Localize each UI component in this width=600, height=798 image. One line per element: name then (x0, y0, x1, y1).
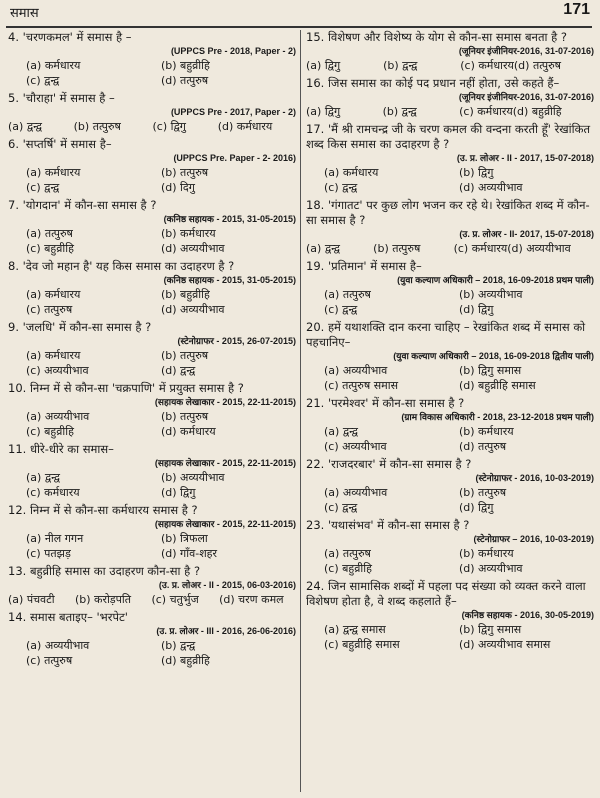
exam-source: (सहायक लेखाकार - 2015, 22-11-2015) (154, 458, 296, 468)
answer-options (306, 622, 594, 652)
question-text (306, 457, 594, 472)
exam-source: (जूनियर इंजीनियर-2016, 31-07-2016) (458, 92, 594, 102)
answer-option: (a) द्वन्द्व (8, 120, 42, 133)
question-number: 24. (306, 579, 328, 593)
answer-option: (a) द्वन्द्व (306, 242, 340, 255)
question-number: 11. (8, 442, 30, 456)
question-body: 'यथासंभव' में कौन-सा समास है ? (327, 518, 470, 532)
exam-source: (UPPCS Pre - 2017, Paper - 2) (170, 107, 296, 117)
question-number: 4. (8, 30, 23, 44)
answer-options (8, 531, 296, 561)
exam-source: (ग्राम विकास अधिकारी - 2018, 23-12-2018 प्रथम पाली) (401, 412, 594, 422)
question-number: 18. (306, 198, 328, 212)
answer-options (8, 348, 296, 378)
answer-option: (c) तत्पुरुष (26, 303, 73, 316)
exam-source: (उ. प्र. लोअर - III - 2016, 26-06-2016) (156, 626, 296, 636)
answer-option: (c) बहुव्रीहि (26, 242, 74, 255)
answer-option: (c) तत्पुरुष समास (324, 379, 399, 392)
answer-options (306, 485, 594, 515)
answer-option: (c) कर्मधारय(d) बहुव्रीहि (459, 105, 562, 118)
answer-option: (b) कर्मधारय (161, 227, 216, 240)
question-body: धीरे-धीरे का समास– (29, 442, 114, 456)
question-number: 12. (8, 503, 30, 517)
exam-source: (उ. प्र. लोअर - II - 2017, 15-07-2018) (456, 153, 594, 163)
answer-options (8, 287, 296, 317)
column-divider (300, 30, 301, 792)
section-title: समास (10, 6, 39, 21)
answer-option: (b) कर्मधारय (459, 547, 514, 560)
question-item (306, 198, 594, 256)
question-item (8, 503, 296, 561)
answer-option: (b) द्विगु समास (459, 364, 522, 377)
question-number: 17. (306, 122, 328, 136)
question-number: 15. (306, 30, 328, 44)
question-number: 14. (8, 610, 30, 624)
answer-option: (d) तत्पुरुष (459, 440, 507, 453)
answer-options (306, 58, 594, 73)
answer-options (306, 287, 594, 317)
left-column (8, 30, 296, 671)
question-text (8, 137, 296, 152)
answer-option: (b) तत्पुरुष (161, 349, 209, 362)
exam-source: (स्टेनोग्राफर – 2016, 10-03-2019) (473, 534, 594, 544)
exam-source: (युवा कल्याण अधिकारी – 2018, 16-09-2018 प्रथम पाली) (397, 275, 594, 285)
exam-source: (सहायक लेखाकार - 2015, 22-11-2015) (154, 519, 296, 529)
question-item (306, 518, 594, 576)
question-number: 21. (306, 396, 328, 410)
answer-option: (b) करोड़पति (74, 593, 132, 606)
question-item (8, 442, 296, 500)
question-body: 'चरणकमल' में समास है – (22, 30, 132, 44)
answer-options (306, 546, 594, 576)
answer-option: (c) द्वन्द्व (324, 303, 358, 316)
answer-option: (c) द्विगु (152, 120, 186, 133)
answer-option: (b) तत्पुरुष (459, 486, 507, 499)
answer-option: (d) दिगु (161, 181, 195, 194)
exam-source: (स्टेनोग्राफर - 2015, 26-07-2015) (177, 336, 296, 346)
answer-option: (a) कर्मधारय (26, 288, 81, 301)
question-body: विशेषण और विशेष्य के योग से कौन-सा समास बनता है ? (327, 30, 567, 44)
question-text (306, 76, 594, 91)
answer-option: (a) कर्मधारय (324, 166, 379, 179)
question-item (306, 30, 594, 73)
answer-options (306, 241, 594, 256)
answer-option: (d) द्विगु (459, 501, 494, 514)
answer-option: (a) तत्पुरुष (324, 288, 371, 301)
question-text (306, 30, 594, 45)
question-item (306, 579, 594, 652)
answer-option: (a) द्वन्द्व (26, 471, 60, 484)
question-text (8, 503, 296, 518)
question-number: 19. (306, 259, 328, 273)
question-number: 13. (8, 564, 30, 578)
question-body: निम्न में से कौन-सा कर्मधारय समास है ? (29, 503, 198, 517)
answer-option: (a) द्वन्द्व (324, 425, 358, 438)
question-item (306, 457, 594, 515)
answer-option: (a) कर्मधारय (26, 166, 81, 179)
answer-option: (d) द्वन्द्व (161, 364, 196, 377)
question-item (8, 259, 296, 317)
exam-source: (कनिष्ठ सहायक - 2015, 31-05-2015) (163, 214, 296, 224)
question-body: 'देव जो महान है' यह किस समास का उदाहरण है ? (22, 259, 235, 273)
answer-option: (d) बहुव्रीहि समास (459, 379, 536, 392)
exam-source: (कनिष्ठ सहायक - 2016, 30-05-2019) (461, 610, 594, 620)
question-text (306, 259, 594, 274)
answer-option: (c) अव्ययीभाव (26, 364, 89, 377)
answer-options (306, 363, 594, 393)
question-body: 'चौराहा' में समास है – (22, 91, 115, 105)
answer-option: (c) द्वन्द्व (324, 181, 358, 194)
answer-option: (a) तत्पुरुष (26, 227, 73, 240)
answer-options (306, 165, 594, 195)
answer-options (306, 424, 594, 454)
question-item (8, 564, 296, 607)
answer-option: (a) तत्पुरुष (324, 547, 371, 560)
page-number: 171 (563, 1, 590, 18)
question-item (306, 320, 594, 393)
question-number: 8. (8, 259, 23, 273)
question-body: निम्न में से कौन-सा 'चक्रपाणि' में प्रयुक्त समास है ? (29, 381, 244, 395)
answer-options (8, 409, 296, 439)
question-item (8, 137, 296, 195)
question-item (306, 396, 594, 454)
question-text (306, 320, 594, 350)
question-text (306, 396, 594, 411)
answer-option: (c) द्वन्द्व (324, 501, 358, 514)
answer-option: (d) बहुव्रीहि (161, 654, 210, 667)
question-text (8, 564, 296, 579)
answer-option: (b) बहुव्रीहि (161, 59, 210, 72)
question-body: 'गंगातट' पर कुछ लोग भजन कर रहे थे। रेखांकित शब्द में कौन-सा समास है ? (306, 198, 590, 227)
answer-option: (b) द्वन्द्व (161, 639, 196, 652)
question-text (306, 518, 594, 533)
answer-option: (a) कर्मधारय (26, 349, 81, 362)
question-number: 6. (8, 137, 23, 151)
answer-option: (d) कर्मधारय (161, 425, 216, 438)
answer-option: (c) द्वन्द्व (26, 74, 60, 87)
exam-source: (सहायक लेखाकार - 2015, 22-11-2015) (154, 397, 296, 407)
question-number: 20. (306, 320, 328, 334)
answer-option: (a) नील गगन (26, 532, 84, 545)
question-text (8, 442, 296, 457)
answer-option: (d) अव्ययीभाव (459, 181, 523, 194)
question-number: 23. (306, 518, 328, 532)
answer-option: (d) तत्पुरुष (161, 74, 209, 87)
answer-option: (b) कर्मधारय (459, 425, 514, 438)
question-text (8, 30, 296, 45)
answer-option: (b) द्विगु समास (459, 623, 522, 636)
answer-option: (b) त्रिफला (161, 532, 208, 545)
answer-option: (b) द्वन्द्व (382, 105, 417, 118)
question-item (8, 610, 296, 668)
question-text (306, 579, 594, 609)
question-number: 9. (8, 320, 23, 334)
answer-option: (c) तत्पुरुष (26, 654, 73, 667)
answer-option: (b) बहुव्रीहि (161, 288, 210, 301)
question-item (8, 381, 296, 439)
question-text (306, 198, 594, 228)
exam-source: (UPPCS Pre - 2018, Paper - 2) (170, 46, 296, 56)
answer-option: (a) पंचवटी (8, 593, 55, 606)
exam-source: (स्टेनोग्राफर - 2016, 10-03-2019) (475, 473, 594, 483)
answer-option: (b) तत्पुरुष (373, 242, 421, 255)
answer-option: (a) अव्ययीभाव (26, 639, 90, 652)
answer-option: (c) बहुव्रीहि (324, 562, 372, 575)
answer-option: (d) अव्ययीभाव समास (459, 638, 551, 651)
question-text (8, 259, 296, 274)
question-text (8, 320, 296, 335)
right-column (306, 30, 594, 655)
question-item (8, 198, 296, 256)
question-body: हमें यथाशक्ति दान करना चाहिए – रेखांकित शब्द में समास को पहचानिए– (306, 320, 586, 349)
question-body: 'राजदरबार' में कौन-सा समास है ? (327, 457, 472, 471)
question-number: 16. (306, 76, 328, 90)
answer-option: (c) द्वन्द्व (26, 181, 60, 194)
question-body: 'प्रतिमान' में समास है– (327, 259, 422, 273)
question-item (306, 76, 594, 119)
question-text (8, 381, 296, 396)
answer-option: (a) द्विगु (306, 59, 341, 72)
question-body: जिस समास का कोई पद प्रधान नहीं होता, उसे कहते हैं– (327, 76, 560, 90)
question-number: 7. (8, 198, 23, 212)
question-item (8, 91, 296, 134)
question-body: बहुव्रीहि समास का उदाहरण कौन-सा है ? (29, 564, 201, 578)
answer-option: (c) पतझड़ (26, 547, 71, 560)
answer-option: (d) चरण कमल (219, 593, 284, 606)
question-item (306, 122, 594, 195)
answer-option: (a) अव्ययीभाव (26, 410, 90, 423)
answer-options (8, 638, 296, 668)
answer-options (8, 165, 296, 195)
answer-options (8, 119, 296, 134)
question-body: 'जलधि' में कौन-सा समास है ? (22, 320, 152, 334)
answer-option: (d) अव्ययीभाव (459, 562, 523, 575)
question-body: 'परमेश्वर' में कौन-सा समास है ? (327, 396, 465, 410)
question-body: 'योगदान' में कौन-सा समास है ? (22, 198, 157, 212)
answer-option: (a) कर्मधारय (26, 59, 81, 72)
exam-source: (उ. प्र. लोअर - II- 2017, 15-07-2018) (459, 229, 594, 239)
exam-source: (जूनियर इंजीनियर-2016, 31-07-2016) (458, 46, 594, 56)
answer-option: (c) बहुव्रीहि समास (324, 638, 400, 651)
question-body: 'मैं श्री रामचन्द्र जी के चरण कमल की वन्दना करती हूँ' रेखांकित शब्द किस समास का उदाहरण है ? (306, 122, 591, 151)
answer-options (8, 58, 296, 88)
answer-option: (c) बहुव्रीहि (26, 425, 74, 438)
answer-option: (c) अव्ययीभाव (324, 440, 387, 453)
answer-option: (b) अव्ययीभाव (161, 471, 225, 484)
question-body: समास बताइए– 'भरपेट' (29, 610, 128, 624)
answer-option: (a) द्विगु (306, 105, 341, 118)
answer-option: (d) द्विगु (161, 486, 196, 499)
page-header (6, 0, 592, 24)
answer-option: (c) चतुर्भुज (151, 593, 199, 606)
answer-option: (d) अव्ययीभाव (161, 242, 225, 255)
answer-option: (d) कर्मधारय (217, 120, 273, 133)
answer-option: (b) तत्पुरुष (161, 410, 209, 423)
question-item (306, 259, 594, 317)
question-text (8, 91, 296, 106)
answer-option: (b) द्वन्द्व (383, 59, 418, 72)
exam-source: (UPPCS Pre. Paper - 2- 2016) (173, 153, 296, 163)
question-item (8, 320, 296, 378)
answer-option: (d) द्विगु (459, 303, 494, 316)
question-body: 'सप्तर्षि' में समास है– (22, 137, 112, 151)
answer-option: (a) अव्ययीभाव (324, 486, 388, 499)
question-number: 10. (8, 381, 30, 395)
answer-option: (d) अव्ययीभाव (161, 303, 225, 316)
answer-option: (b) तत्पुरुष (161, 166, 209, 179)
exam-source: (कनिष्ठ सहायक - 2015, 31-05-2015) (163, 275, 296, 285)
question-item (8, 30, 296, 88)
answer-option: (c) कर्मधारय(d) तत्पुरुष (460, 59, 562, 72)
answer-option: (a) द्वन्द्व समास (324, 623, 386, 636)
answer-options (8, 470, 296, 500)
exam-source: (युवा कल्याण अधिकारी – 2018, 16-09-2018 द्वितीय पाली) (393, 351, 594, 361)
answer-option: (b) द्विगु (459, 166, 494, 179)
question-text (8, 198, 296, 213)
answer-options (8, 226, 296, 256)
answer-option: (a) अव्ययीभाव (324, 364, 388, 377)
question-number: 22. (306, 457, 328, 471)
question-number: 5. (8, 91, 23, 105)
answer-options (8, 592, 296, 607)
answer-option: (c) कर्मधारय(d) अव्ययीभाव (453, 242, 571, 255)
answer-options (306, 104, 594, 119)
answer-option: (b) तत्पुरुष (73, 120, 121, 133)
question-text (306, 122, 594, 152)
answer-option: (b) अव्ययीभाव (459, 288, 523, 301)
question-body: जिन सामासिक शब्दों में पहला पद संख्या को व्यक्त करने वाला विशेषण होता है, वे शब्द कहलाते हैं– (306, 579, 586, 608)
question-text (8, 610, 296, 625)
answer-option: (c) कर्मधारय (26, 486, 80, 499)
header-rule (6, 26, 592, 28)
exam-source: (उ. प्र. लोअर - II - 2015, 06-03-2016) (158, 580, 296, 590)
answer-option: (d) गाँव-शहर (161, 547, 218, 560)
